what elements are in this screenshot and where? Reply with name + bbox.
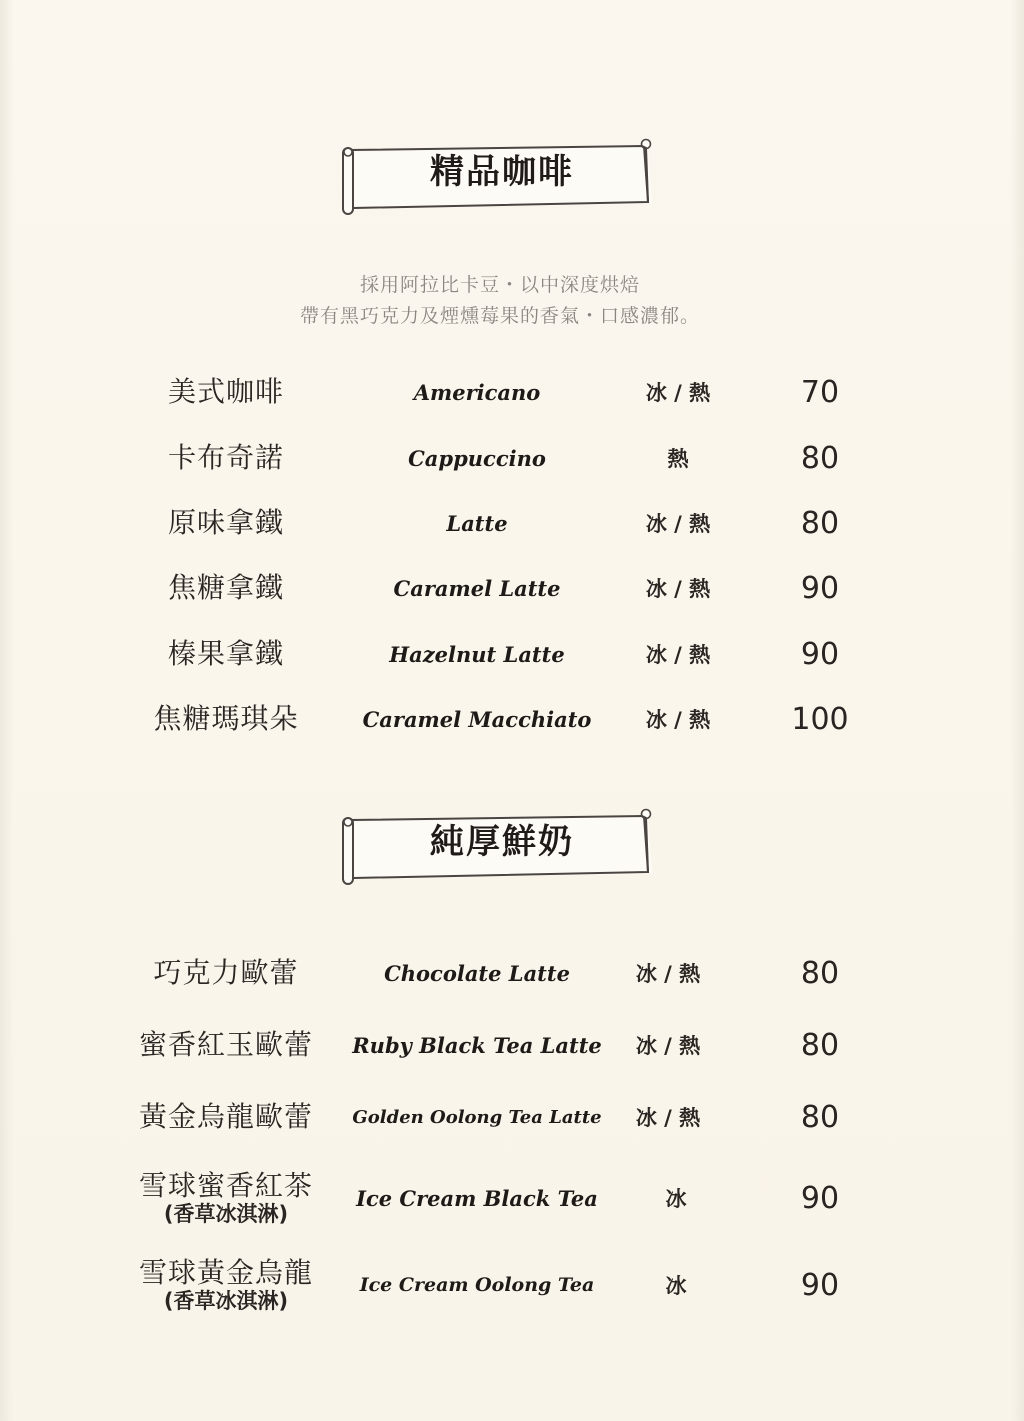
item-name-en: Caramel Latte: [393, 575, 561, 601]
section-banner-milk: [340, 808, 656, 884]
item-name-en: Latte: [446, 510, 508, 536]
menu-item-row: [0, 1087, 1024, 1147]
item-name-zh: 雪球黃金烏龍: [138, 1255, 313, 1289]
item-temperature: 冰 / 熱: [645, 512, 711, 536]
item-temperature: 冰 / 熱: [635, 1106, 701, 1130]
menu-item-row: [0, 428, 1024, 488]
item-temperature: 冰 / 熱: [645, 708, 711, 732]
menu-item-row: [0, 493, 1024, 553]
item-price: 80: [800, 955, 840, 991]
item-price: 90: [800, 636, 840, 672]
item-price: 90: [800, 570, 840, 606]
item-name-zh: 黃金烏龍歐蕾: [138, 1099, 313, 1133]
item-name-zh: 雪球蜜香紅茶: [138, 1168, 313, 1202]
item-name-zh: 巧克力歐蕾: [153, 955, 299, 989]
item-name-en: Caramel Macchiato: [362, 706, 592, 732]
menu-item-row: [0, 1158, 1024, 1238]
item-name-en: Golden Oolong Tea Latte: [352, 1106, 602, 1128]
item-price: 80: [800, 1099, 840, 1135]
item-temperature: 冰 / 熱: [645, 381, 711, 405]
menu-item-row: [0, 943, 1024, 1003]
section-banner-coffee: [340, 138, 656, 214]
item-name-group: [106, 1245, 346, 1325]
item-name-en: Cappuccino: [408, 445, 546, 471]
item-note: (香草冰淇淋): [163, 1289, 289, 1314]
item-name-en: Americano: [413, 379, 541, 405]
item-name-en: Ice Cream Oolong Tea: [359, 1274, 595, 1296]
item-price: 90: [800, 1180, 840, 1216]
menu-item-row: [0, 362, 1024, 422]
item-price: 80: [800, 1027, 840, 1063]
item-name-zh: 焦糖拿鐵: [167, 570, 284, 604]
item-name-en: Chocolate Latte: [384, 960, 570, 986]
section-intro-line-2: 帶有黑巧克力及煙燻莓果的香氣・口感濃郁。: [299, 305, 700, 327]
section-title: 精品咖啡: [430, 152, 574, 192]
item-note: (香草冰淇淋): [163, 1202, 289, 1227]
item-name-en: Ice Cream Black Tea: [356, 1185, 598, 1211]
menu-item-row: [0, 1245, 1024, 1325]
item-price: 100: [791, 701, 849, 737]
item-price: 90: [800, 1267, 840, 1303]
item-temperature: 冰: [665, 1187, 687, 1211]
section-intro-line-1: 採用阿拉比卡豆・以中深度烘焙: [359, 274, 640, 296]
item-name-zh: 蜜香紅玉歐蕾: [138, 1027, 313, 1061]
item-price: 80: [800, 505, 840, 541]
menu-item-row: [0, 689, 1024, 749]
item-name-en: Ruby Black Tea Latte: [352, 1032, 602, 1058]
section-title: 純厚鮮奶: [430, 822, 574, 862]
item-name-zh: 原味拿鐵: [167, 505, 284, 539]
item-temperature: 冰 / 熱: [645, 577, 711, 601]
item-name-zh: 卡布奇諾: [167, 440, 284, 474]
menu-item-row: [0, 558, 1024, 618]
item-price: 80: [800, 440, 840, 476]
menu-item-row: [0, 624, 1024, 684]
item-temperature: 冰: [665, 1274, 687, 1298]
item-temperature: 冰 / 熱: [635, 1034, 701, 1058]
item-temperature: 冰 / 熱: [645, 643, 711, 667]
item-name-zh: 美式咖啡: [167, 374, 284, 408]
menu-item-row: [0, 1015, 1024, 1075]
item-name-group: [106, 1158, 346, 1238]
item-price: 70: [800, 374, 840, 410]
item-name-zh: 焦糖瑪琪朵: [153, 701, 299, 735]
item-name-en: Hazelnut Latte: [389, 641, 565, 667]
item-name-zh: 榛果拿鐵: [167, 636, 284, 670]
item-temperature: 冰 / 熱: [635, 962, 701, 986]
item-temperature: 熱: [667, 447, 689, 471]
